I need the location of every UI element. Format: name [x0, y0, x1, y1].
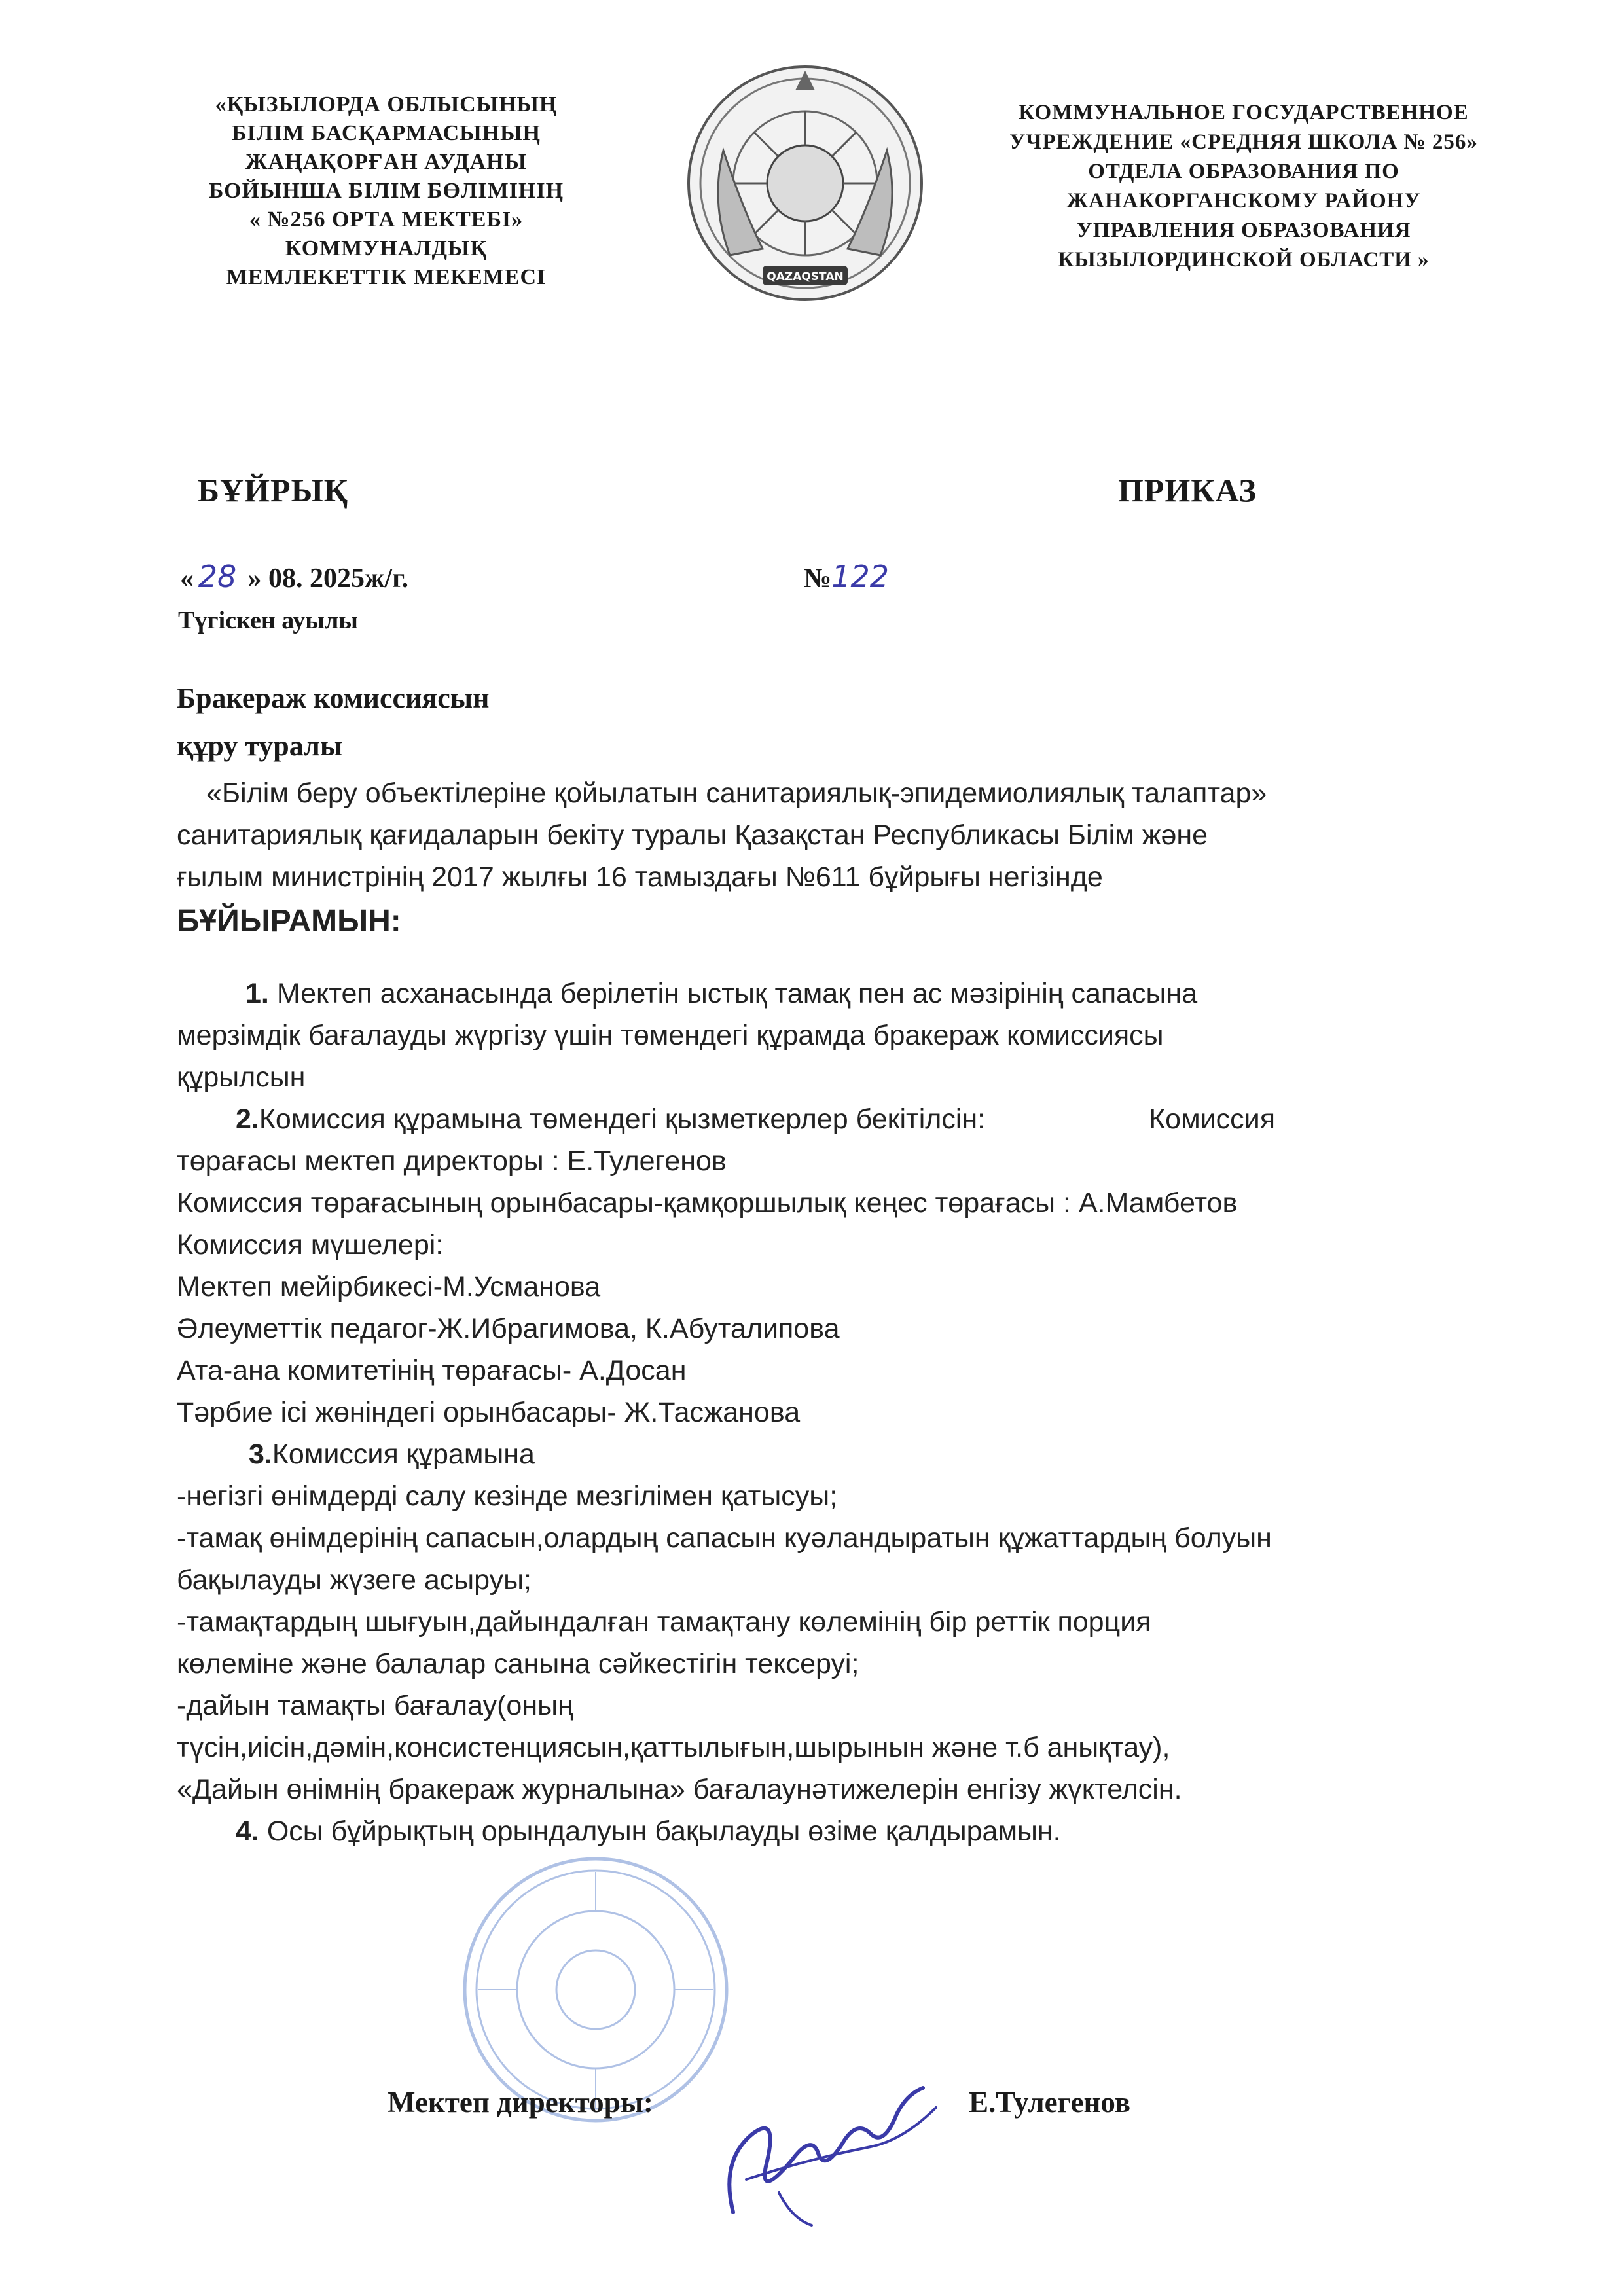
order-subject	[177, 674, 489, 770]
header-kz-line: БОЙЫНША БІЛІМ БӨЛІМІНІҢ	[208, 179, 564, 203]
duty-line: -негізгі өнімдерді салу кезінде мезгілімен қатысуы;	[177, 1480, 838, 1512]
member-line: төрағасы мектеп директоры : Е.Тулегенов	[177, 1145, 727, 1177]
item2-line	[177, 1098, 1564, 1140]
date-open-quote: «	[180, 564, 194, 594]
member-line: Тәрбие ісі жөніндегі орынбасары- Ж.Тасжанова	[177, 1397, 801, 1428]
duty-line: көлеміне және балалар санына сәйкестігін тексеруі;	[177, 1648, 859, 1679]
date-rest: » 08. 2025ж/г.	[241, 564, 408, 594]
order-number	[804, 559, 889, 594]
order-date	[180, 559, 408, 594]
header-kz-line: КОММУНАЛДЫҚ	[285, 236, 488, 260]
duty-line: -тамақ өнімдерінің сапасын,олардың сапасын куәландыратын құжаттардың болуын	[177, 1522, 1272, 1554]
item4-text: Осы бұйрықтың орындалуын бақылауды өзіме қалдырамын.	[266, 1816, 1061, 1847]
preamble-line: санитариялық қағидаларын бекіту туралы Қазақстан Республикасы Білім және	[177, 819, 1208, 851]
place-name: Түгіскен ауылы	[178, 607, 358, 634]
order-body	[177, 772, 1564, 1852]
item2-number: 2.	[236, 1103, 259, 1135]
item4-line	[177, 1810, 1564, 1852]
item2-text-tail: Комиссия	[1149, 1103, 1275, 1135]
header-ru-line: УЧРЕЖДЕНИЕ «СРЕДНЯЯ ШКОЛА № 256»	[1009, 130, 1478, 154]
item2-text: Комиссия құрамына төмендегі қызметкерлер бекітілсін:	[259, 1103, 986, 1135]
item1-number: 1.	[245, 978, 269, 1009]
member-line: Комиссия мүшелері:	[177, 1229, 444, 1261]
duty-line: «Дайын өнімнің бракераж журналына» бағалаунәтижелерін енгізу жүктелсін.	[177, 1774, 1182, 1805]
header-ru-line: ЖАНАКОРГАНСКОМУ РАЙОНУ	[1066, 189, 1421, 213]
director-signature	[707, 2062, 956, 2232]
header-ru	[949, 98, 1538, 275]
header-kz-line: ЖАҢАҚОРҒАН АУДАНЫ	[245, 150, 528, 174]
number-handwritten: 122	[831, 559, 890, 594]
date-day-handwritten: 28	[198, 559, 237, 594]
item3-number: 3.	[249, 1439, 272, 1470]
decree-heading: БҰЙЫРАМЫН:	[177, 904, 401, 939]
item1-line	[177, 973, 1564, 1014]
preamble-line: ғылым министрінің 2017 жылғы 16 тамыздағы №611 бұйрығы негізінде	[177, 861, 1103, 893]
member-line: Комиссия төрағасының орынбасары-қамқоршылық кеңес төрағасы : А.Мамбетов	[177, 1187, 1238, 1219]
header-kz-line: «ҚЫЗЫЛОРДА ОБЛЫСЫНЫҢ	[215, 92, 558, 117]
preamble-line: «Білім беру объектілеріне қойылатын санитариялық-эпидемиолиялық талаптар»	[206, 778, 1267, 809]
header-ru-line: КОММУНАЛЬНОЕ ГОСУДАРСТВЕННОЕ	[1019, 101, 1469, 124]
document-title-ru: ПРИКАЗ	[1118, 472, 1257, 509]
header-ru-line: КЫЗЫЛОРДИНСКОЙ ОБЛАСТИ »	[1058, 248, 1430, 272]
member-line: Әлеуметтік педагог-Ж.Ибрагимова, К.Абуталипова	[177, 1313, 840, 1344]
member-line: Ата-ана комитетінің төрағасы- А.Досан	[177, 1355, 687, 1386]
header-kz-line: « №256 ОРТА МЕКТЕБІ»	[249, 207, 524, 232]
item3-line	[177, 1433, 1564, 1475]
director-name: Е.Тулегенов	[969, 2086, 1131, 2119]
item1-line: мерзімдік бағалауды жүргізу үшін төмендегі құрамда бракераж комиссиясы	[177, 1020, 1164, 1051]
duty-line: бақылауды жүзеге асыруы;	[177, 1564, 532, 1596]
item3-text: Комиссия құрамына	[272, 1439, 535, 1470]
header-ru-line: ОТДЕЛА ОБРАЗОВАНИЯ ПО	[1088, 160, 1399, 183]
item1-line: құрылсын	[177, 1062, 306, 1093]
duty-line: түсін,иісін,дәмін,консистенциясын,қаттылығын,шырынын және т.б анықтау),	[177, 1732, 1170, 1763]
item4-number: 4.	[236, 1816, 259, 1847]
document-title-kz: БҰЙРЫҚ	[198, 472, 348, 509]
signature-title: Мектеп директоры:	[388, 2086, 653, 2119]
header-kz-line: БІЛІМ БАСҚАРМАСЫНЫҢ	[232, 121, 541, 145]
member-line: Мектеп мейірбикесі-М.Усманова	[177, 1271, 601, 1302]
duty-line: -тамақтардың шығуын,дайындалған тамақтану көлемінің бір реттік порция	[177, 1606, 1151, 1638]
header-ru-line: УПРАВЛЕНИЯ ОБРАЗОВАНИЯ	[1076, 219, 1411, 242]
item1-text: Мектеп асханасында берілетін ыстық тамақ пен ас мәзірінің сапасына	[276, 978, 1198, 1009]
header-kz	[151, 90, 622, 292]
header-kz-line: МЕМЛЕКЕТТІК МЕКЕМЕСІ	[226, 265, 547, 289]
subject-line: Бракераж комиссиясын	[177, 682, 490, 714]
number-label: №	[804, 564, 832, 594]
duty-line: -дайын тамақты бағалау(оның	[177, 1690, 573, 1721]
state-emblem-icon	[684, 59, 926, 308]
emblem-label: QAZAQSTAN	[767, 270, 844, 283]
subject-line: құру туралы	[177, 730, 343, 762]
